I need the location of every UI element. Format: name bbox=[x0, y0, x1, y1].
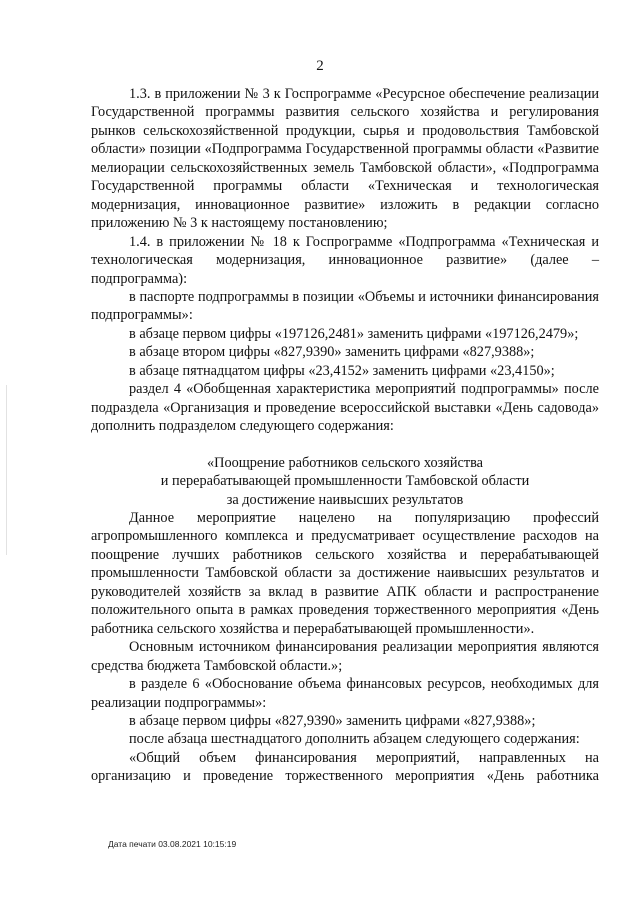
section-heading-line-3: за достижение наивысших результатов bbox=[226, 491, 464, 508]
paragraph-abzac-1-sec6: в абзаце первом цифры «827,9390» заменить цифрами «827,9388»; bbox=[129, 712, 536, 729]
paragraph-1-4: 1.4. в приложении № 18 к Госпрограмме «Подпрограмма «Техническая и технологическая модернизация, инновационное развитие» (далее – подпрограмма): bbox=[91, 233, 599, 287]
scan-margin-mark bbox=[6, 385, 7, 555]
section-heading-line-1: «Поощрение работников сельского хозяйства bbox=[206, 454, 484, 471]
paragraph-after-abzac-16: после абзаца шестнадцатого дополнить абзацем следующего содержания: bbox=[129, 731, 580, 748]
paragraph-section-6: в разделе 6 «Обоснование объема финансовых ресурсов, необходимых для реализации подпрограммы»: bbox=[91, 676, 599, 711]
paragraph-1-3: 1.3. в приложении № 3 к Госпрограмме «Ресурсное обеспечение реализации Государственной программы развития сельского хозяйства и регулирования рынков сельскохозяйственной продукции, сырья и продовольствия Тамбовской области» позиции «Подпрограмма Государственной программы области «Развитие мелиорации сельскохозяйственных земель Тамбовской области», «Подпрограмма Государственной программы области «Техническая и технологическая модернизация, инновационное развитие» изложить в редакции согласно приложению № 3 к настоящему постановлению; bbox=[91, 86, 599, 232]
print-date-footer: Дата печати 03.08.2021 10:15:19 bbox=[108, 839, 237, 849]
page-number: 2 bbox=[316, 58, 324, 74]
paragraph-measure-description: Данное мероприятие нацелено на популяризацию профессий агропромышленного комплекса и предусматривает осуществление расходов на поощрение лучших работников сельского хозяйства и перерабатывающей промышленности Тамбовской области за достижение наивысших результатов и руководителей хозяйств за вклад в развитие АПК области и распространение положительного опыта в рамках проведения торжественного мероприятия «День работника сельского хозяйства и перерабатывающей промышленности». bbox=[91, 509, 599, 637]
section-heading-line-2: и перерабатывающей промышленности Тамбовской области bbox=[160, 473, 530, 490]
document-body bbox=[91, 85, 599, 786]
paragraph-total-funding: «Общий объем финансирования мероприятий, направленных на организацию и проведение торжественного мероприятия «День работника bbox=[91, 749, 599, 785]
paragraph-passport: в паспорте подпрограммы в позиции «Объемы и источники финансирования подпрограммы»: bbox=[91, 288, 599, 324]
paragraph-abzac-15: в абзаце пятнадцатом цифры «23,4152» заменить цифрами «23,4150»; bbox=[129, 362, 555, 379]
paragraph-abzac-1: в абзаце первом цифры «197126,2481» заменить цифрами «197126,2479»; bbox=[129, 325, 579, 342]
paragraph-funding-source: Основным источником финансирования реализации мероприятия являются средства бюджета Тамбовской области.»; bbox=[91, 639, 599, 674]
paragraph-section-4: раздел 4 «Обобщенная характеристика мероприятий подпрограммы» после подраздела «Организация и проведение всероссийской выставки «День садовода» дополнить подразделом следующего содержания: bbox=[91, 381, 599, 435]
paragraph-abzac-2: в абзаце втором цифры «827,9390» заменить цифрами «827,9388»; bbox=[129, 344, 535, 361]
